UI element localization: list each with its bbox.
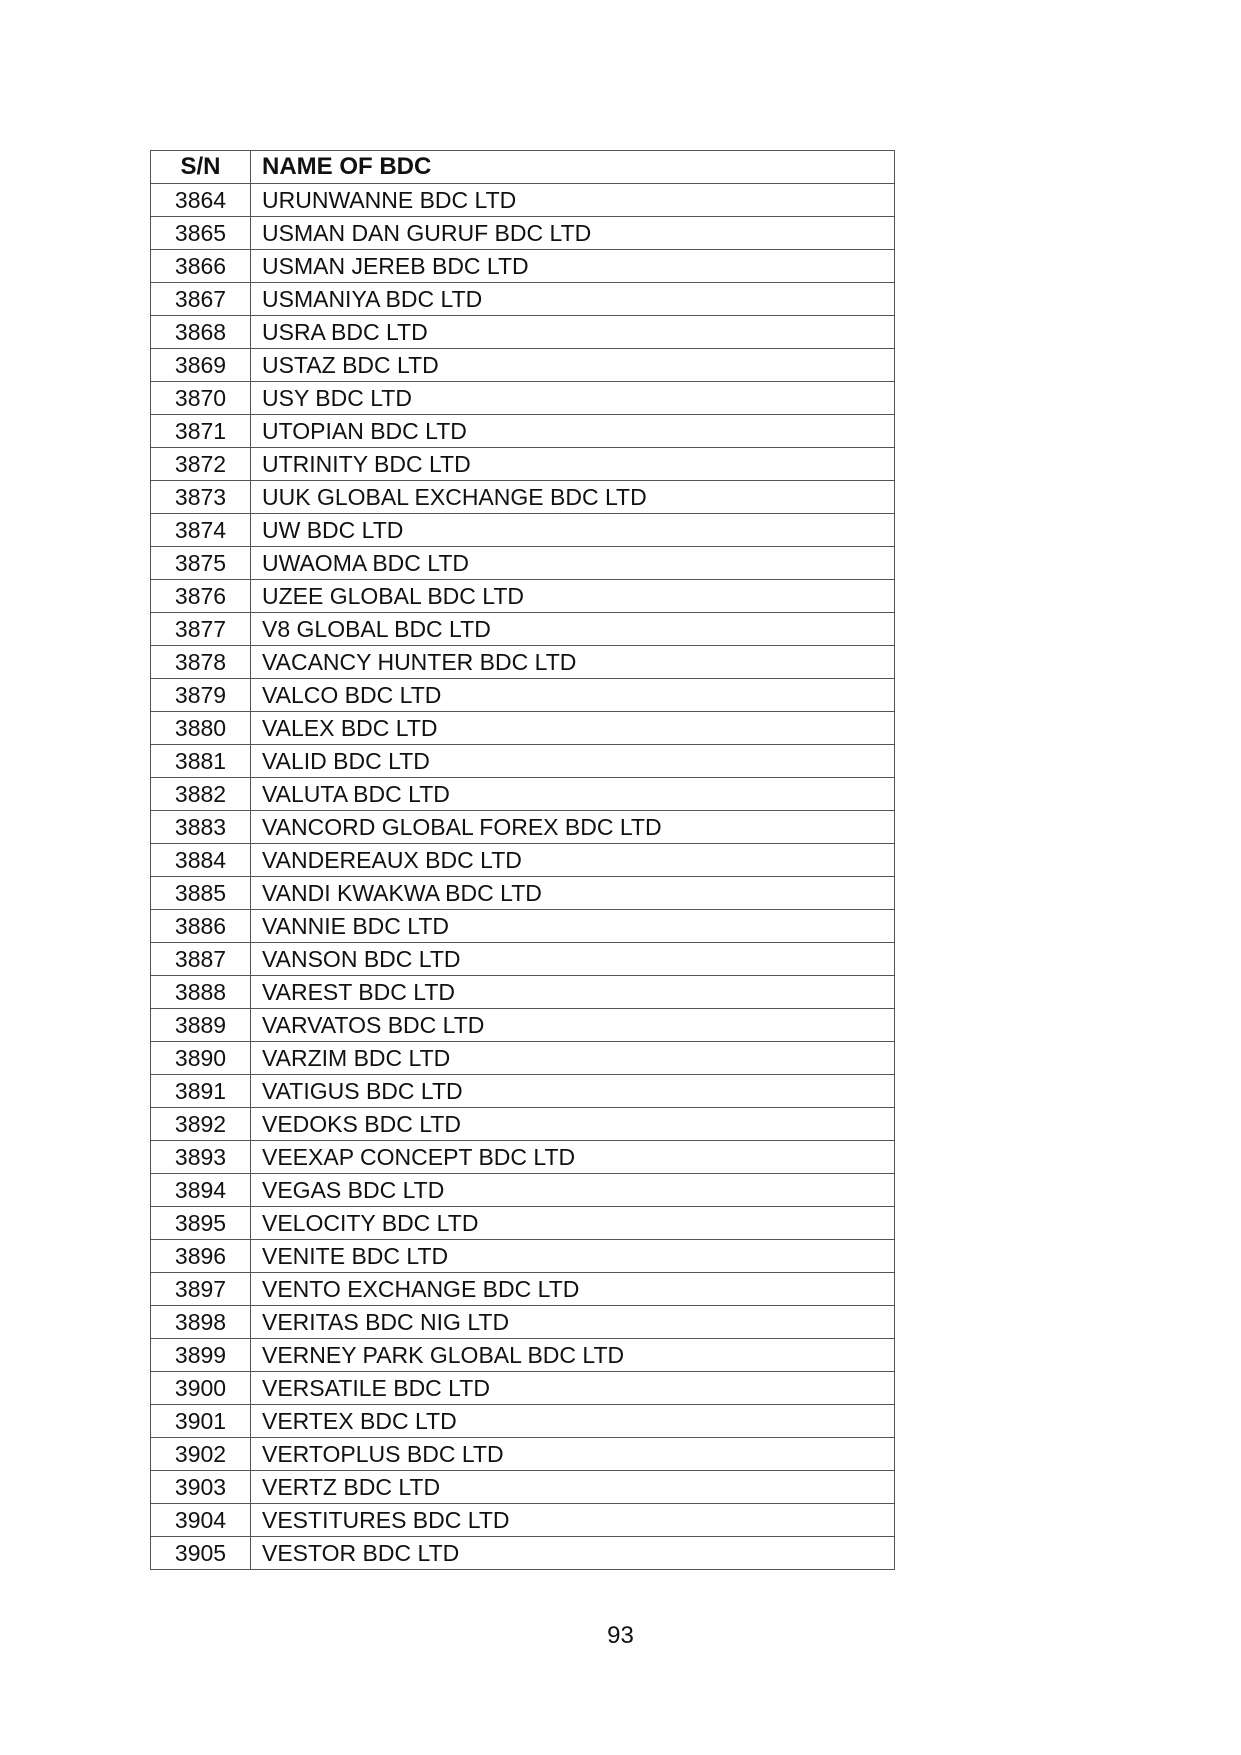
table-row bbox=[151, 1306, 895, 1339]
serial-number-cell: 3879 bbox=[151, 679, 251, 712]
bdc-name-cell: VERTEX BDC LTD bbox=[251, 1405, 895, 1438]
table-row bbox=[151, 1438, 895, 1471]
table-row bbox=[151, 316, 895, 349]
table-row bbox=[151, 580, 895, 613]
table-row bbox=[151, 481, 895, 514]
table-row bbox=[151, 1108, 895, 1141]
table-row bbox=[151, 547, 895, 580]
bdc-name-cell: VANCORD GLOBAL FOREX BDC LTD bbox=[251, 811, 895, 844]
table-body bbox=[151, 184, 895, 1570]
bdc-name-cell: VENITE BDC LTD bbox=[251, 1240, 895, 1273]
bdc-name-cell: VERITAS BDC NIG LTD bbox=[251, 1306, 895, 1339]
serial-number-cell: 3883 bbox=[151, 811, 251, 844]
table-row bbox=[151, 1174, 895, 1207]
serial-number-cell: 3868 bbox=[151, 316, 251, 349]
serial-number-cell: 3866 bbox=[151, 250, 251, 283]
serial-number-cell: 3889 bbox=[151, 1009, 251, 1042]
bdc-name-cell: USMAN JEREB BDC LTD bbox=[251, 250, 895, 283]
table-row bbox=[151, 712, 895, 745]
bdc-name-cell: VALID BDC LTD bbox=[251, 745, 895, 778]
bdc-name-cell: VARZIM BDC LTD bbox=[251, 1042, 895, 1075]
table-row bbox=[151, 1405, 895, 1438]
serial-number-cell: 3882 bbox=[151, 778, 251, 811]
table-row bbox=[151, 844, 895, 877]
table-row bbox=[151, 1240, 895, 1273]
serial-number-cell: 3893 bbox=[151, 1141, 251, 1174]
serial-number-cell: 3900 bbox=[151, 1372, 251, 1405]
serial-number-cell: 3886 bbox=[151, 910, 251, 943]
serial-number-cell: 3892 bbox=[151, 1108, 251, 1141]
serial-number-cell: 3875 bbox=[151, 547, 251, 580]
serial-number-cell: 3881 bbox=[151, 745, 251, 778]
serial-number-cell: 3864 bbox=[151, 184, 251, 217]
table-row bbox=[151, 415, 895, 448]
serial-number-cell: 3869 bbox=[151, 349, 251, 382]
bdc-name-cell: USY BDC LTD bbox=[251, 382, 895, 415]
bdc-name-cell: VAREST BDC LTD bbox=[251, 976, 895, 1009]
table-row bbox=[151, 1504, 895, 1537]
serial-number-cell: 3884 bbox=[151, 844, 251, 877]
serial-number-cell: 3880 bbox=[151, 712, 251, 745]
table-row bbox=[151, 1471, 895, 1504]
bdc-name-cell: USMAN DAN GURUF BDC LTD bbox=[251, 217, 895, 250]
table-row bbox=[151, 250, 895, 283]
serial-number-cell: 3888 bbox=[151, 976, 251, 1009]
bdc-name-cell: VARVATOS BDC LTD bbox=[251, 1009, 895, 1042]
serial-number-cell: 3876 bbox=[151, 580, 251, 613]
serial-number-cell: 3867 bbox=[151, 283, 251, 316]
bdc-name-cell: USTAZ BDC LTD bbox=[251, 349, 895, 382]
table-row bbox=[151, 910, 895, 943]
table-row bbox=[151, 1207, 895, 1240]
bdc-name-cell: VESTOR BDC LTD bbox=[251, 1537, 895, 1570]
table-row bbox=[151, 646, 895, 679]
table-row bbox=[151, 382, 895, 415]
table-row bbox=[151, 514, 895, 547]
bdc-name-cell: VATIGUS BDC LTD bbox=[251, 1075, 895, 1108]
bdc-name-cell: VALEX BDC LTD bbox=[251, 712, 895, 745]
table-header-row bbox=[151, 151, 895, 184]
table-row bbox=[151, 679, 895, 712]
bdc-name-cell: VANNIE BDC LTD bbox=[251, 910, 895, 943]
bdc-name-cell: VEGAS BDC LTD bbox=[251, 1174, 895, 1207]
serial-number-cell: 3904 bbox=[151, 1504, 251, 1537]
bdc-name-cell: VELOCITY BDC LTD bbox=[251, 1207, 895, 1240]
table-row bbox=[151, 1042, 895, 1075]
bdc-name-cell: VERTOPLUS BDC LTD bbox=[251, 1438, 895, 1471]
bdc-name-cell: UTOPIAN BDC LTD bbox=[251, 415, 895, 448]
bdc-name-cell: VANSON BDC LTD bbox=[251, 943, 895, 976]
table-row bbox=[151, 1075, 895, 1108]
bdc-name-cell: VANDEREAUX BDC LTD bbox=[251, 844, 895, 877]
serial-number-cell: 3871 bbox=[151, 415, 251, 448]
bdc-name-cell: UWAOMA BDC LTD bbox=[251, 547, 895, 580]
table-row bbox=[151, 1537, 895, 1570]
serial-number-cell: 3890 bbox=[151, 1042, 251, 1075]
sn-column-header: S/N bbox=[151, 151, 251, 184]
table-row bbox=[151, 283, 895, 316]
table-row bbox=[151, 1273, 895, 1306]
bdc-name-cell: URUNWANNE BDC LTD bbox=[251, 184, 895, 217]
table-row bbox=[151, 349, 895, 382]
table-row bbox=[151, 448, 895, 481]
bdc-name-cell: USRA BDC LTD bbox=[251, 316, 895, 349]
table-row bbox=[151, 613, 895, 646]
bdc-name-cell: VENTO EXCHANGE BDC LTD bbox=[251, 1273, 895, 1306]
serial-number-cell: 3899 bbox=[151, 1339, 251, 1372]
table-row bbox=[151, 811, 895, 844]
bdc-name-cell: VERTZ BDC LTD bbox=[251, 1471, 895, 1504]
serial-number-cell: 3891 bbox=[151, 1075, 251, 1108]
serial-number-cell: 3898 bbox=[151, 1306, 251, 1339]
bdc-name-cell: USMANIYA BDC LTD bbox=[251, 283, 895, 316]
table-row bbox=[151, 217, 895, 250]
serial-number-cell: 3902 bbox=[151, 1438, 251, 1471]
bdc-name-cell: VEEXAP CONCEPT BDC LTD bbox=[251, 1141, 895, 1174]
serial-number-cell: 3901 bbox=[151, 1405, 251, 1438]
bdc-name-cell: VALUTA BDC LTD bbox=[251, 778, 895, 811]
serial-number-cell: 3887 bbox=[151, 943, 251, 976]
table-row bbox=[151, 943, 895, 976]
table-row bbox=[151, 184, 895, 217]
bdc-name-cell: UW BDC LTD bbox=[251, 514, 895, 547]
serial-number-cell: 3896 bbox=[151, 1240, 251, 1273]
table-row bbox=[151, 877, 895, 910]
serial-number-cell: 3877 bbox=[151, 613, 251, 646]
table-row bbox=[151, 1372, 895, 1405]
serial-number-cell: 3872 bbox=[151, 448, 251, 481]
table-row bbox=[151, 1339, 895, 1372]
table-row bbox=[151, 1141, 895, 1174]
bdc-name-cell: VERNEY PARK GLOBAL BDC LTD bbox=[251, 1339, 895, 1372]
bdc-name-cell: VEDOKS BDC LTD bbox=[251, 1108, 895, 1141]
bdc-name-cell: UTRINITY BDC LTD bbox=[251, 448, 895, 481]
serial-number-cell: 3894 bbox=[151, 1174, 251, 1207]
bdc-name-cell: VANDI KWAKWA BDC LTD bbox=[251, 877, 895, 910]
bdc-name-cell: VERSATILE BDC LTD bbox=[251, 1372, 895, 1405]
bdc-name-cell: VACANCY HUNTER BDC LTD bbox=[251, 646, 895, 679]
bdc-name-cell: VESTITURES BDC LTD bbox=[251, 1504, 895, 1537]
name-column-header: NAME OF BDC bbox=[251, 151, 895, 184]
serial-number-cell: 3873 bbox=[151, 481, 251, 514]
bdc-name-cell: UUK GLOBAL EXCHANGE BDC LTD bbox=[251, 481, 895, 514]
table-row bbox=[151, 1009, 895, 1042]
serial-number-cell: 3905 bbox=[151, 1537, 251, 1570]
table-row bbox=[151, 745, 895, 778]
table-row bbox=[151, 778, 895, 811]
page-number: 93 bbox=[607, 1622, 634, 1649]
table-row bbox=[151, 976, 895, 1009]
bdc-name-cell: VALCO BDC LTD bbox=[251, 679, 895, 712]
serial-number-cell: 3865 bbox=[151, 217, 251, 250]
serial-number-cell: 3903 bbox=[151, 1471, 251, 1504]
serial-number-cell: 3870 bbox=[151, 382, 251, 415]
serial-number-cell: 3897 bbox=[151, 1273, 251, 1306]
bdc-name-cell: UZEE GLOBAL BDC LTD bbox=[251, 580, 895, 613]
bdc-table bbox=[150, 150, 895, 1570]
serial-number-cell: 3878 bbox=[151, 646, 251, 679]
serial-number-cell: 3895 bbox=[151, 1207, 251, 1240]
serial-number-cell: 3885 bbox=[151, 877, 251, 910]
bdc-name-cell: V8 GLOBAL BDC LTD bbox=[251, 613, 895, 646]
serial-number-cell: 3874 bbox=[151, 514, 251, 547]
